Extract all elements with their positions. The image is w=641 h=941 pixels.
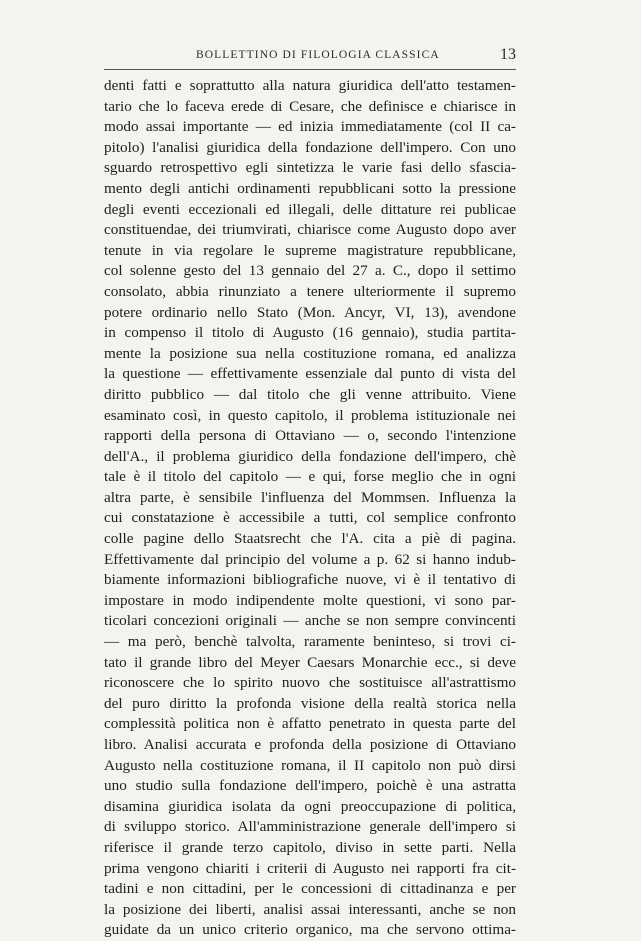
text-line: degli eventi eccezionali ed illegali, delle dittature rei publicae <box>104 200 516 218</box>
text-line: dell'A., il problema giuridico della fondazione dell'impero, chè <box>104 447 516 465</box>
text-line: la posizione dei liberti, analisi assai interessanti, anche se non <box>104 900 516 918</box>
text-line: col solenne gesto del 13 gennaio del 27 a. C., dopo il settimo <box>104 262 516 280</box>
text-line: mento degli antichi ordinamenti repubblicani sotto la pressione <box>104 179 516 197</box>
text-line: tale è il titolo del capitolo — e qui, forse meglio che in ogni <box>104 468 516 486</box>
page-number: 13 <box>500 46 516 63</box>
text-line: biamente informazioni bibliografiche nuove, vi è il tentativo di <box>104 571 516 589</box>
text-line: consolato, abbia rinunziato a tenere ulteriormente il supremo <box>104 282 516 300</box>
text-line: mente la posizione sua nella costituzione romana, ed analizza <box>104 344 516 362</box>
header-rule <box>104 69 516 70</box>
text-line: prima vengono chiariti i criterii di Augusto nei rapporti fra cit- <box>104 859 516 877</box>
text-line: denti fatti e soprattutto alla natura giuridica dell'atto testamen- <box>104 77 516 94</box>
text-line: Effettivamente dal principio del volume a p. 62 si hanno indub- <box>104 550 516 568</box>
text-line: tato il grande libro del Meyer Caesars Monarchie ecc., si deve <box>104 653 516 671</box>
text-line: Augusto nella costituzione romana, il II capitolo non può dirsi <box>104 756 516 774</box>
running-title: BOLLETTINO DI FILOLOGIA CLASSICA <box>196 49 440 61</box>
text-line: guidate da un unico criterio organico, ma che servono ottima- <box>104 921 516 939</box>
text-line: — ma però, benchè talvolta, raramente beninteso, si trovi ci- <box>104 633 516 651</box>
text-line: disamina giuridica isolata da ogni preoccupazione di politica, <box>104 797 516 815</box>
text-line: tario che lo faceva erede di Cesare, che definisce e chiarisce in <box>104 97 516 115</box>
text-line: riconoscere che lo spirito nuovo che sostituisce all'astrattismo <box>104 674 516 692</box>
text-line: esaminato così, in questo capitolo, il problema istituzionale nei <box>104 406 516 424</box>
text-line: sguardo retrospettivo egli sintetizza le varie fasi dello sfascia- <box>104 159 516 177</box>
page-header <box>104 46 516 69</box>
text-line: di sviluppo storico. All'amministrazione generale dell'impero si <box>104 818 516 836</box>
text-line: tenute in via regolare le supreme magistrature repubblicane, <box>104 241 516 259</box>
text-line: rapporti della persona di Ottaviano — o, secondo l'intenzione <box>104 427 516 445</box>
text-line: colle pagine dello Staatsrecht che l'A. cita a piè di pagina. <box>104 530 516 548</box>
text-line: impostare in modo indipendente molte questioni, vi sono par- <box>104 591 516 609</box>
text-line: diritto pubblico — dal titolo che gli venne attribuito. Viene <box>104 385 516 403</box>
text-line: pitolo) l'analisi giuridica della fondazione dell'impero. Con uno <box>104 138 516 156</box>
text-line: la questione — effettivamente essenziale dal punto di vista del <box>104 365 516 383</box>
text-line: tadini e non cittadini, per le concessioni di cittadinanza e per <box>104 880 516 898</box>
text-line: complessità politica non è affatto penetrato in questa parte del <box>104 715 516 733</box>
text-line: in compenso il titolo di Augusto (16 gennaio), studia partita- <box>104 324 516 342</box>
text-line: libro. Analisi accurata e profonda della posizione di Ottaviano <box>104 736 516 753</box>
text-line: riferisce il grande terzo capitolo, diviso in sette parti. Nella <box>104 838 516 856</box>
text-line: ticolari concezioni originali — anche se non sempre convincenti <box>104 612 516 630</box>
text-line: del puro diritto la profonda visione della realtà storica nella <box>104 694 516 712</box>
text-line: altra parte, è sensibile l'influenza del Mommsen. Influenza la <box>104 488 516 506</box>
text-line: potere ordinario nello Stato (Mon. Ancyr, VI, 13), avendone <box>104 303 516 321</box>
text-line: cui constatazione è accessibile a tutti, col semplice confronto <box>104 509 516 527</box>
body-text <box>104 76 516 941</box>
text-line: uno studio sulla fondazione dell'impero, poichè è una astratta <box>104 777 516 795</box>
text-line: constituendae, dei triumvirati, chiarisce come Augusto dopo aver <box>104 221 516 239</box>
text-line: modo assai importante — ed inizia immediatamente (col II ca- <box>104 118 516 136</box>
